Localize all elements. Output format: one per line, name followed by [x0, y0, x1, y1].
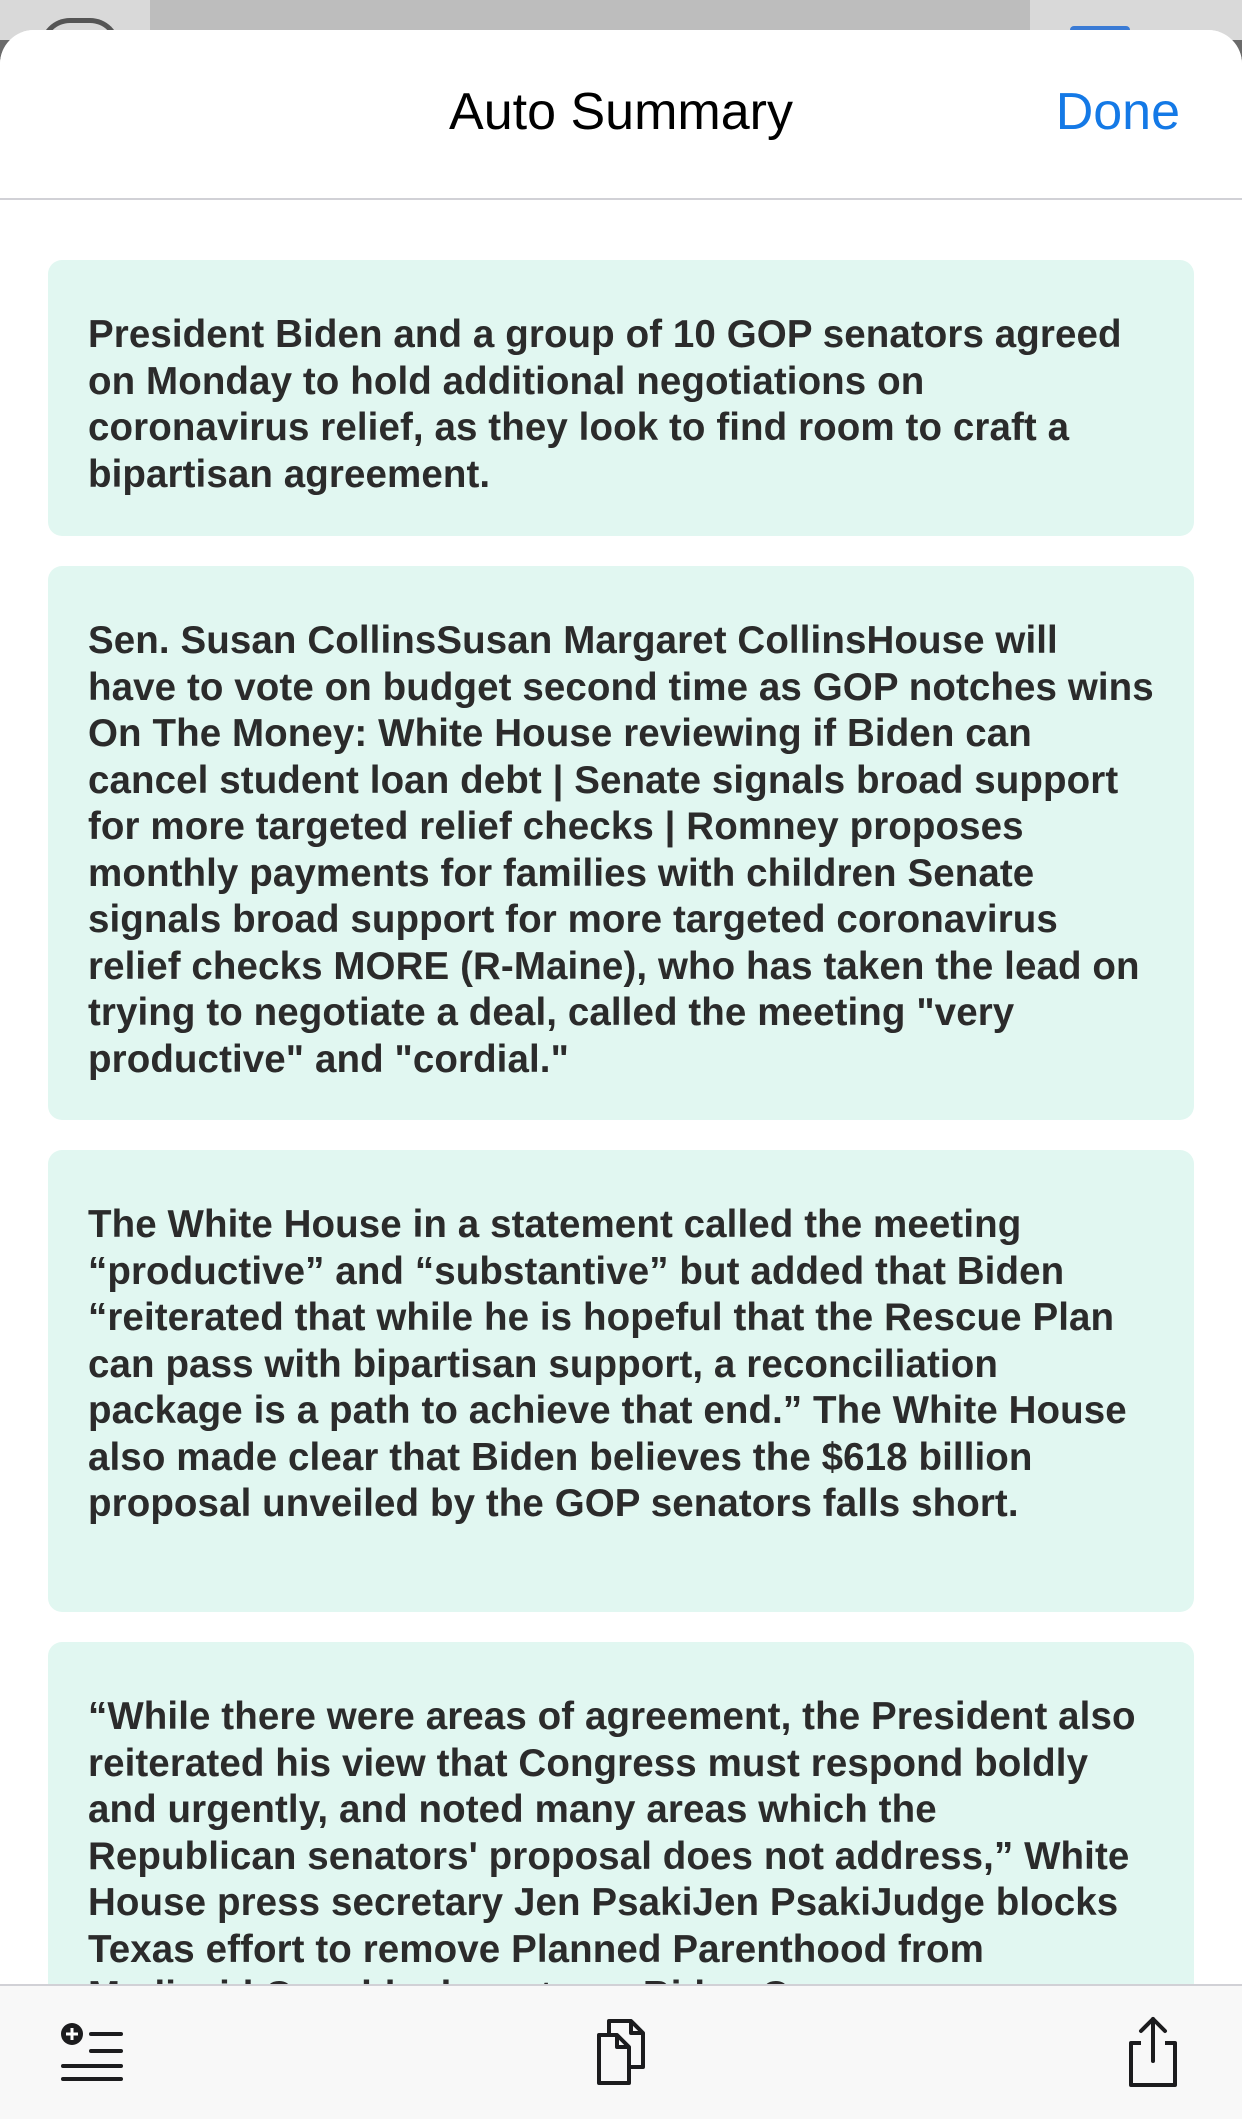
bottom-toolbar: [0, 1984, 1242, 2119]
summary-paragraph: The White House in a statement called the meeting “productive” and “substantive” but added that Biden “reiterated that while he is hopeful that the Rescue Plan can pass with bipartisan support, a reconciliation package is a path to achieve that end.” The White House also made clear that Biden believes the $618 billion proposal unveiled by the GOP senators falls short.: [88, 1203, 1127, 1525]
add-to-list-icon: [57, 2022, 127, 2082]
copy-icon: [591, 2017, 655, 2087]
summary-paragraph: “While there were areas of agreement, the President also reiterated his view that Congress must respond boldly and urgently, and noted many areas which the Republican senators' proposal does not address,” White House press secretary Jen PsakiJen PsakiJudge blocks Texas effort to remove Planned Parenthood from: [88, 1695, 1136, 1971]
add-to-list-button[interactable]: [52, 2012, 132, 2092]
summary-card: [48, 1642, 1194, 2016]
copy-button[interactable]: [583, 2012, 663, 2092]
navigation-bar: [0, 30, 1242, 200]
page-title: Auto Summary: [449, 83, 793, 141]
summary-paragraph: President Biden and a group of 10 GOP senators agreed on Monday to hold additional negotiations on coronavirus relief, as they look to find room to craft a bipartisan agreement.: [88, 313, 1122, 496]
share-icon: [1123, 2015, 1183, 2089]
summary-content[interactable]: [0, 200, 1242, 2016]
summary-sheet: [0, 30, 1242, 2119]
summary-card: [48, 1150, 1194, 1612]
done-button[interactable]: Done: [1055, 83, 1180, 141]
summary-card: [48, 566, 1194, 1120]
share-button[interactable]: [1113, 2012, 1193, 2092]
summary-card: [48, 260, 1194, 536]
summary-paragraph: Sen. Susan CollinsSusan Margaret CollinsHouse will have to vote on budget second time as GOP notches wins On The Money: White House reviewing if Biden can cancel student loan debt | Senate signals broad support for more targeted relief checks | Romney proposes monthly payments for families with children Senate signals broad support for more targeted coronavirus relief checks MORE (R-Maine), who has taken the lead on trying to negotiate a deal, called the meeting "very productive" and "cordial.": [88, 619, 1154, 1081]
